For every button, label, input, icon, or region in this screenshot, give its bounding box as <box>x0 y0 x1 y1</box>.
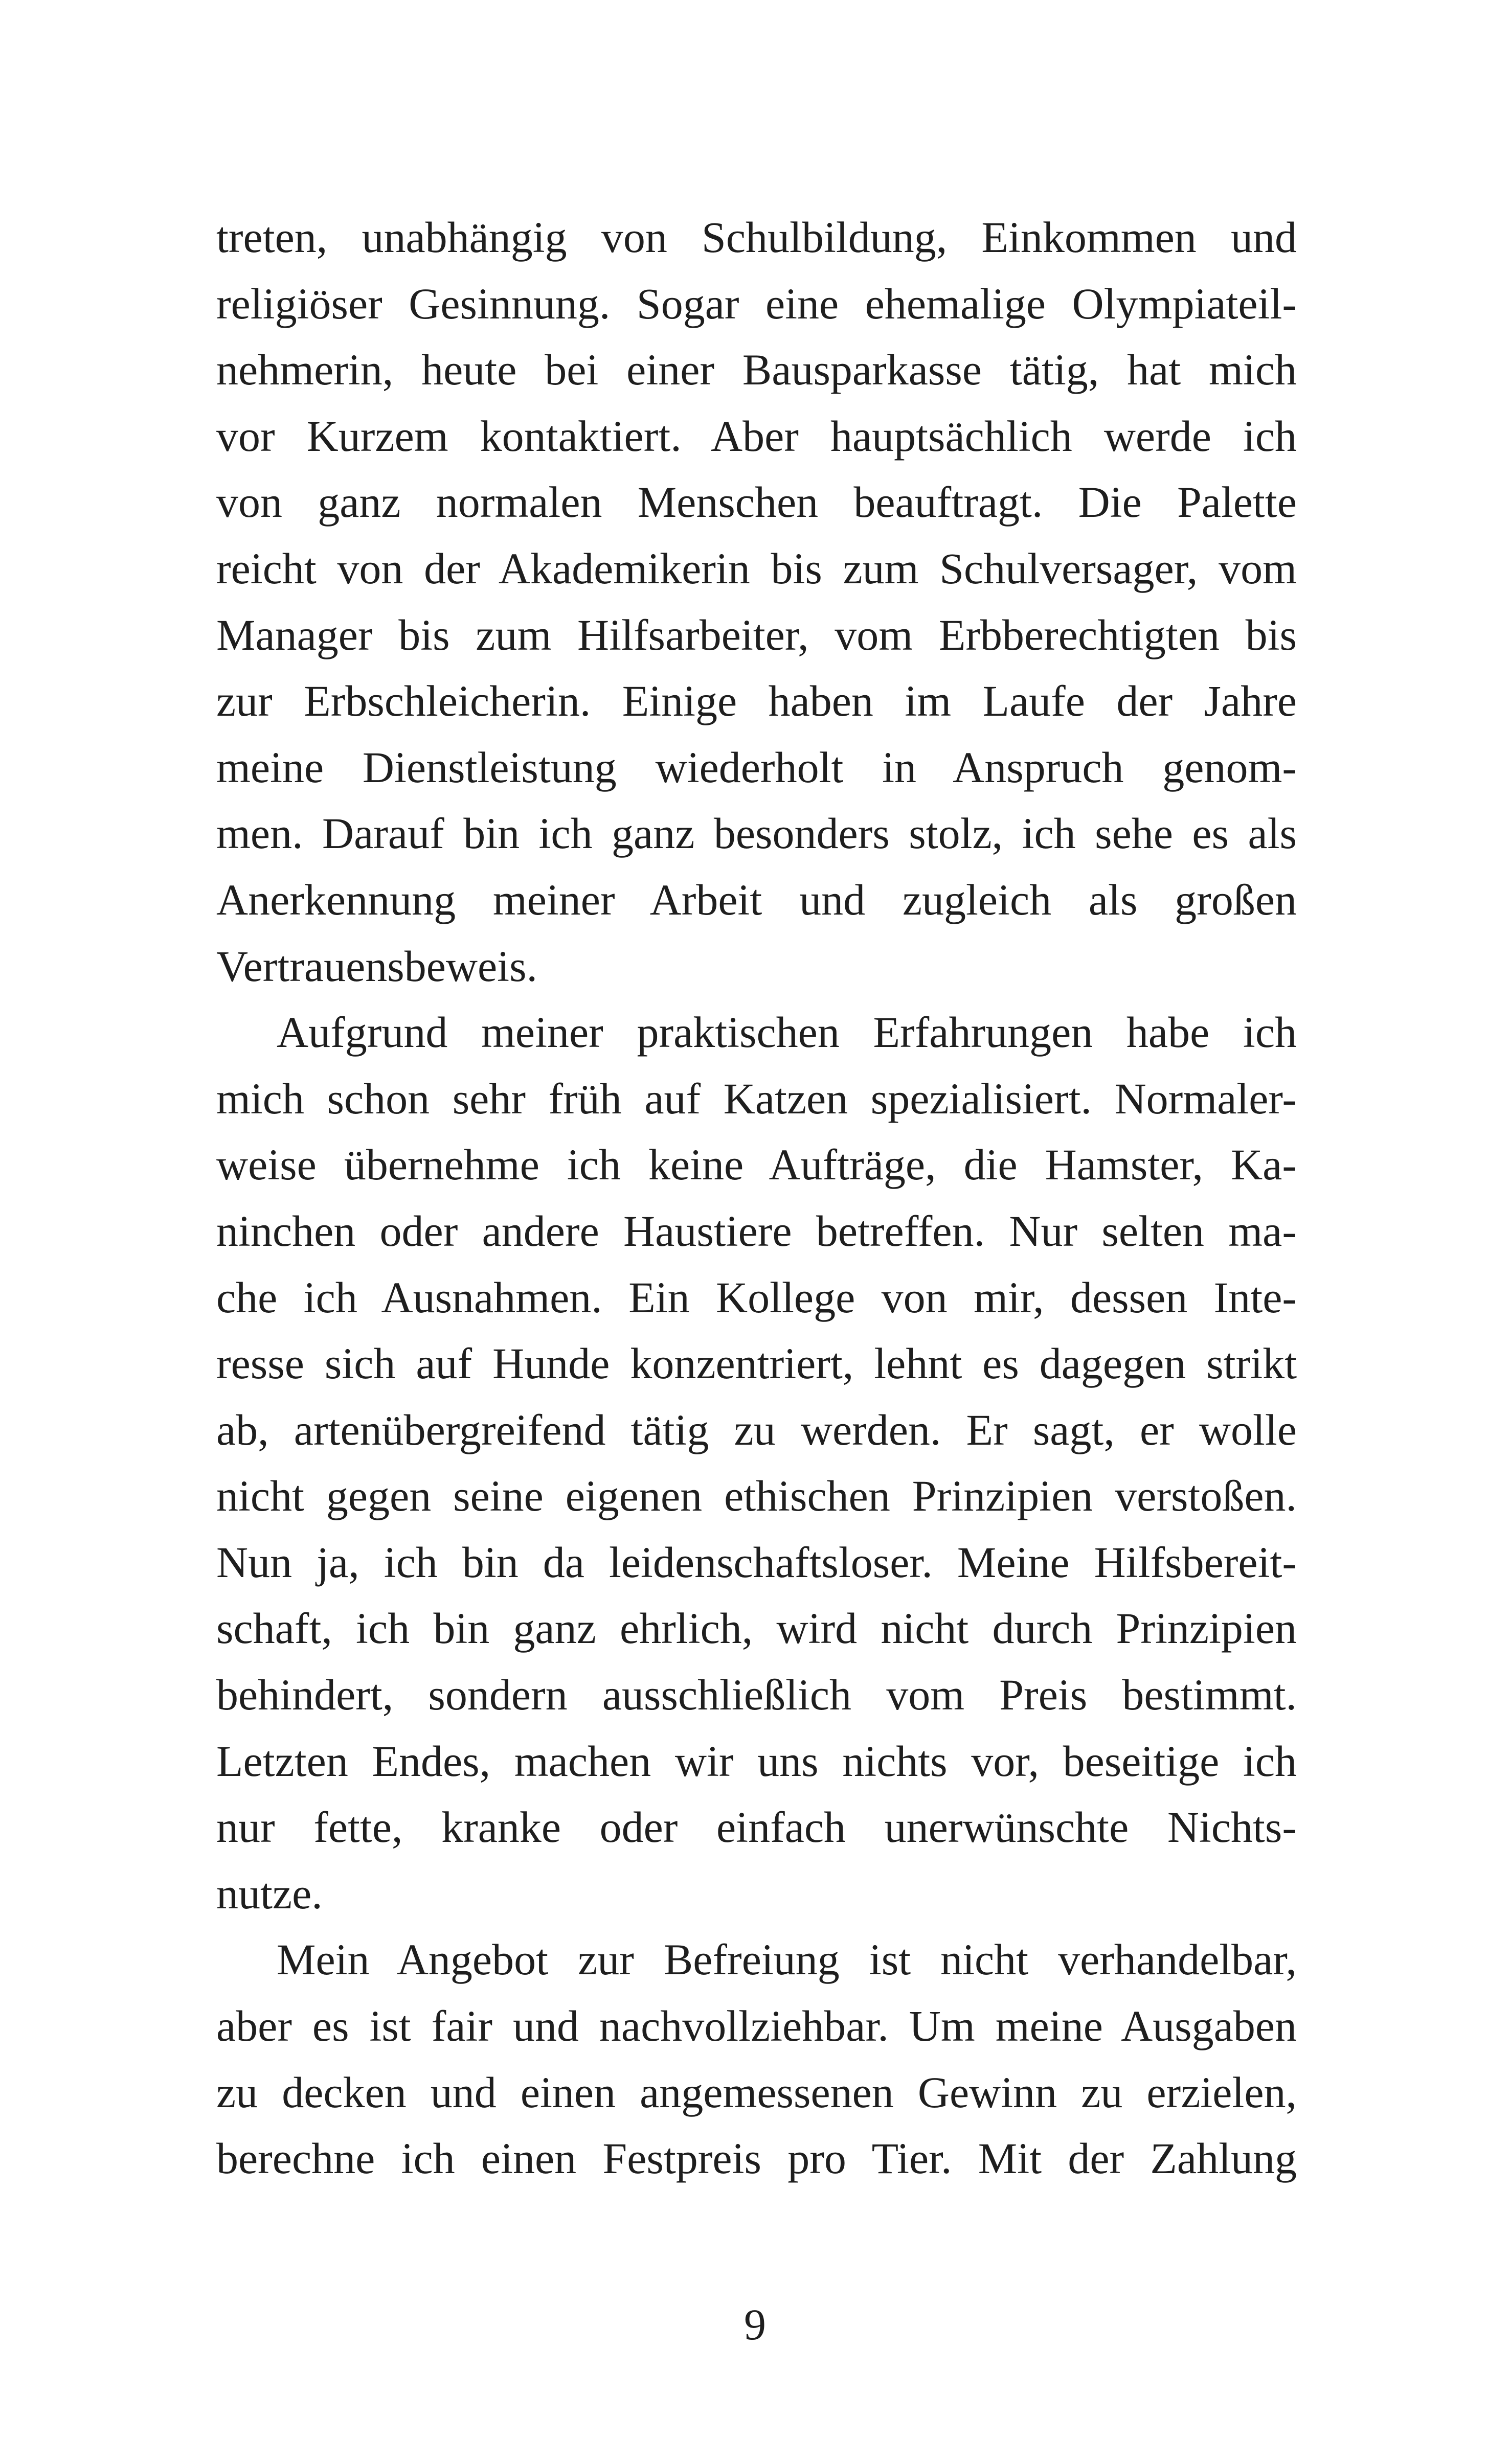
text-line: reicht von der Akademikerin bis zum Schulversager, vom <box>216 543 1297 593</box>
text-line: von ganz normalen Menschen beauftragt. Die Palette <box>216 477 1297 527</box>
text-line: behindert, sondern ausschließlich vom Preis bestimmt. <box>216 1670 1297 1720</box>
text-line: nehmerin, heute bei einer Bausparkasse tätig, hat mich <box>216 345 1297 395</box>
text-line: vor Kurzem kontaktiert. Aber hauptsächlich werde ich <box>216 411 1297 461</box>
text-line: resse sich auf Hunde konzentriert, lehnt es dagegen strikt <box>216 1339 1297 1388</box>
text-line: zu decken und einen angemessenen Gewinn zu erzielen, <box>216 2067 1297 2117</box>
text-line: ab, artenübergreifend tätig zu werden. Er sagt, er wolle <box>216 1405 1297 1454</box>
text-line: weise übernehme ich keine Aufträge, die Hamster, Ka- <box>216 1140 1297 1190</box>
text-line: mich schon sehr früh auf Katzen spezialisiert. Normaler- <box>216 1074 1297 1123</box>
text-line: ninchen oder andere Haustiere betreffen. Nur selten ma- <box>216 1206 1297 1256</box>
text-line: men. Darauf bin ich ganz besonders stolz, ich sehe es als <box>216 809 1297 858</box>
text-line: Letzten Endes, machen wir uns nichts vor, beseitige ich <box>216 1736 1297 1786</box>
text-line: che ich Ausnahmen. Ein Kollege von mir, dessen Inte- <box>216 1272 1297 1322</box>
text-line: aber es ist fair und nachvollziehbar. Um meine Ausgaben <box>216 2001 1297 2051</box>
text-line: schaft, ich bin ganz ehrlich, wird nicht durch Prinzipien <box>216 1604 1297 1653</box>
text-line: Vertrauensbeweis. <box>216 941 538 991</box>
text-line: nicht gegen seine eigenen ethischen Prinzipien verstoßen. <box>216 1471 1297 1521</box>
body-text <box>216 204 1297 2192</box>
text-line: meine Dienstleistung wiederholt in Anspruch genom- <box>216 742 1297 792</box>
text-line: Anerkennung meiner Arbeit und zugleich als großen <box>216 875 1297 924</box>
text-line: zur Erbschleicherin. Einige haben im Laufe der Jahre <box>216 676 1297 726</box>
page-number: 9 <box>744 2300 766 2349</box>
text-line: Nun ja, ich bin da leidenschaftsloser. Meine Hilfsbereit- <box>216 1537 1297 1587</box>
text-line: Mein Angebot zur Befreiung ist nicht verhandelbar, <box>277 1935 1297 1984</box>
text-line: Manager bis zum Hilfsarbeiter, vom Erbberechtigten bis <box>216 610 1297 659</box>
text-line: religiöser Gesinnung. Sogar eine ehemalige Olympiateil- <box>216 279 1297 328</box>
text-line: berechne ich einen Festpreis pro Tier. Mit der Zahlung <box>216 2134 1297 2183</box>
text-line: Aufgrund meiner praktischen Erfahrungen habe ich <box>277 1008 1297 1057</box>
text-line: treten, unabhängig von Schulbildung, Einkommen und <box>216 213 1297 262</box>
text-line: nutze. <box>216 1868 323 1918</box>
text-line: nur fette, kranke oder einfach unerwünschte Nichts- <box>216 1803 1297 1852</box>
